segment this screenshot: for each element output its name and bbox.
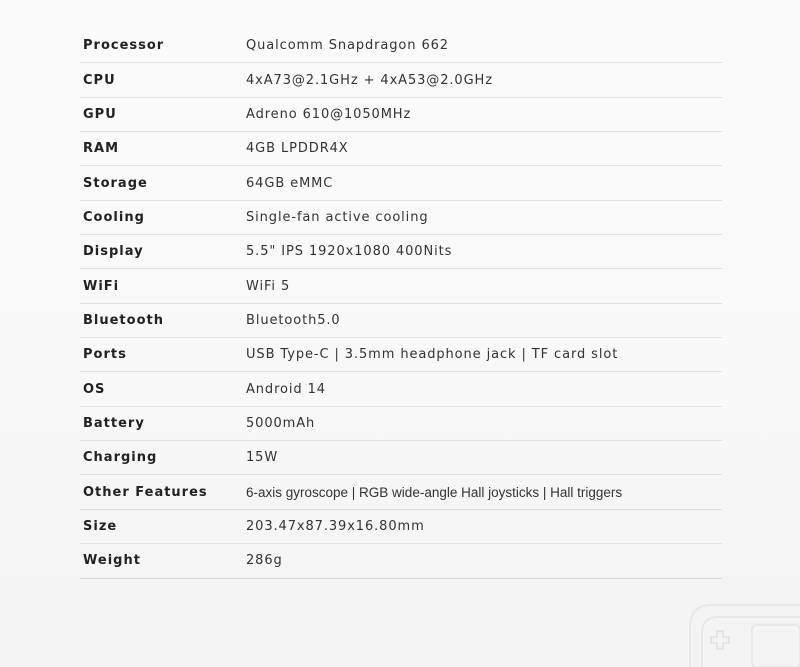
spec-table <box>80 29 722 579</box>
spec-label: OS <box>83 381 106 397</box>
spec-value: Bluetooth5.0 <box>246 312 341 328</box>
spec-row-size <box>80 510 722 544</box>
spec-label: Other Features <box>83 484 208 500</box>
spec-row-os <box>80 372 722 406</box>
spec-value: Qualcomm Snapdragon 662 <box>246 38 449 54</box>
spec-row-ram <box>80 132 722 166</box>
spec-label: Cooling <box>83 209 145 225</box>
spec-label: Battery <box>83 415 145 431</box>
spec-row-wifi <box>80 269 722 303</box>
spec-value: 5.5" IPS 1920x1080 400Nits <box>246 244 453 260</box>
spec-value: 15W <box>246 450 279 466</box>
spec-label: Display <box>83 244 144 260</box>
spec-row-battery <box>80 407 722 441</box>
spec-value: Single-fan active cooling <box>246 209 429 225</box>
spec-label: CPU <box>83 72 116 88</box>
spec-label: Ports <box>83 347 127 363</box>
spec-label: RAM <box>83 141 120 157</box>
spec-value: Android 14 <box>246 381 326 397</box>
spec-row-other-features <box>80 475 722 509</box>
spec-value: 64GB eMMC <box>246 175 334 191</box>
spec-label: Storage <box>83 175 148 191</box>
spec-row-gpu <box>80 98 722 132</box>
spec-value: 5000mAh <box>246 415 316 431</box>
spec-value: 203.47x87.39x16.80mm <box>246 518 425 534</box>
spec-row-display <box>80 235 722 269</box>
spec-value: 4xA73@2.1GHz + 4xA53@2.0GHz <box>246 72 493 88</box>
spec-row-storage <box>80 166 722 200</box>
spec-value: 4GB LPDDR4X <box>246 141 349 157</box>
spec-value: WiFi 5 <box>246 278 291 294</box>
handheld-console-outline-icon <box>680 587 800 667</box>
spec-row-bluetooth <box>80 304 722 338</box>
spec-value: 6-axis gyroscope | RGB wide-angle Hall joysticks | Hall triggers <box>246 484 623 500</box>
spec-row-ports <box>80 338 722 372</box>
spec-row-cooling <box>80 201 722 235</box>
spec-value: 286g <box>246 553 283 569</box>
spec-label: Weight <box>83 553 141 569</box>
spec-label: Charging <box>83 450 158 466</box>
spec-label: WiFi <box>83 278 120 294</box>
spec-value: Adreno 610@1050MHz <box>246 106 412 122</box>
spec-row-cpu <box>80 63 722 97</box>
spec-value: USB Type-C | 3.5mm headphone jack | TF card slot <box>246 347 619 363</box>
spec-label: Size <box>83 518 118 534</box>
spec-row-processor <box>80 29 722 63</box>
spec-row-charging <box>80 441 722 475</box>
spec-label: GPU <box>83 106 117 122</box>
spec-label: Processor <box>83 38 165 54</box>
spec-label: Bluetooth <box>83 312 164 328</box>
spec-row-weight <box>80 544 722 578</box>
